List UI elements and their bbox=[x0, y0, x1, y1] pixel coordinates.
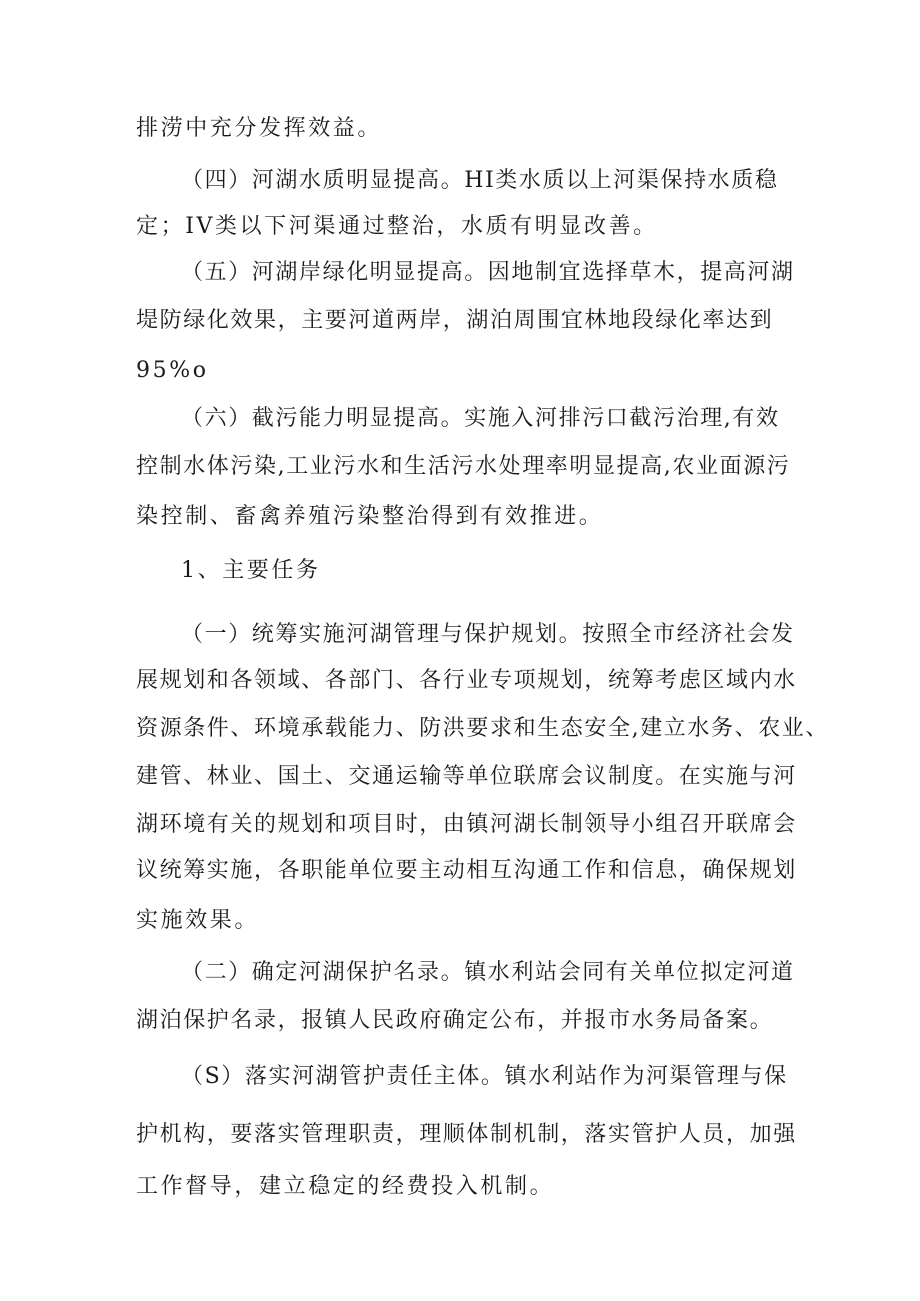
text-line: 95%o bbox=[136, 358, 209, 383]
section-heading: 1、主要任务 bbox=[181, 558, 321, 583]
text-line: 控制水体污染,工业污水和生活污水处理率明显提高,农业面源污 bbox=[136, 454, 791, 479]
text-line: 建管、林业、国土、交通运输等单位联席会议制度。在实施与河 bbox=[136, 764, 797, 789]
text-line: 染控制、畜禽养殖污染整治得到有效推进。 bbox=[136, 504, 604, 529]
text-line: 实施效果。 bbox=[136, 908, 260, 933]
paragraph-heading-6: （六）截污能力明显提高。实施入河排污口截污治理,有效 bbox=[181, 406, 780, 431]
text-line: 资源条件、环境承载能力、防洪要求和生态安全,建立水务、农业、 bbox=[136, 716, 829, 741]
text-line: 排涝中充分发挥效益。 bbox=[136, 116, 383, 141]
paragraph-heading-5: （五）河湖岸绿化明显提高。因地制宜选择草木，提高河湖 bbox=[181, 260, 795, 285]
text-line: 工作督导，建立稳定的经费投入机制。 bbox=[136, 1174, 555, 1199]
text-line: 议统筹实施，各职能单位要主动相互沟通工作和信息，确保规划 bbox=[136, 858, 797, 883]
text-line: 展规划和各领域、各部门、各行业专项规划，统筹考虑区域内水 bbox=[136, 668, 797, 693]
paragraph-heading-4: （四）河湖水质明显提高。HI类水质以上河渠保持水质稳 bbox=[181, 168, 779, 193]
paragraph-heading-1: （一）统筹实施河湖管理与保护规划。按照全市经济社会发 bbox=[181, 622, 795, 647]
paragraph-heading-3: （S）落实河湖管护责任主体。镇水利站作为河渠管理与保 bbox=[181, 1064, 788, 1089]
paragraph-heading-2: （二）确定河湖保护名录。镇水利站会同有关单位拟定河道 bbox=[181, 960, 795, 985]
text-line: 堤防绿化效果，主要河道两岸，湖泊周围宜林地段绿化率达到 bbox=[136, 308, 774, 333]
text-line: 湖泊保护名录，报镇人民政府确定公布，并报市水务局备案。 bbox=[136, 1008, 774, 1033]
text-line: 湖环境有关的规划和项目时，由镇河湖长制领导小组召开联席会 bbox=[136, 812, 797, 837]
text-line: 护机构，要落实管理职责，理顺体制机制，落实管护人员，加强 bbox=[136, 1122, 797, 1147]
text-line: 定；IV类以下河渠通过整治，水质有明显改善。 bbox=[136, 214, 658, 239]
